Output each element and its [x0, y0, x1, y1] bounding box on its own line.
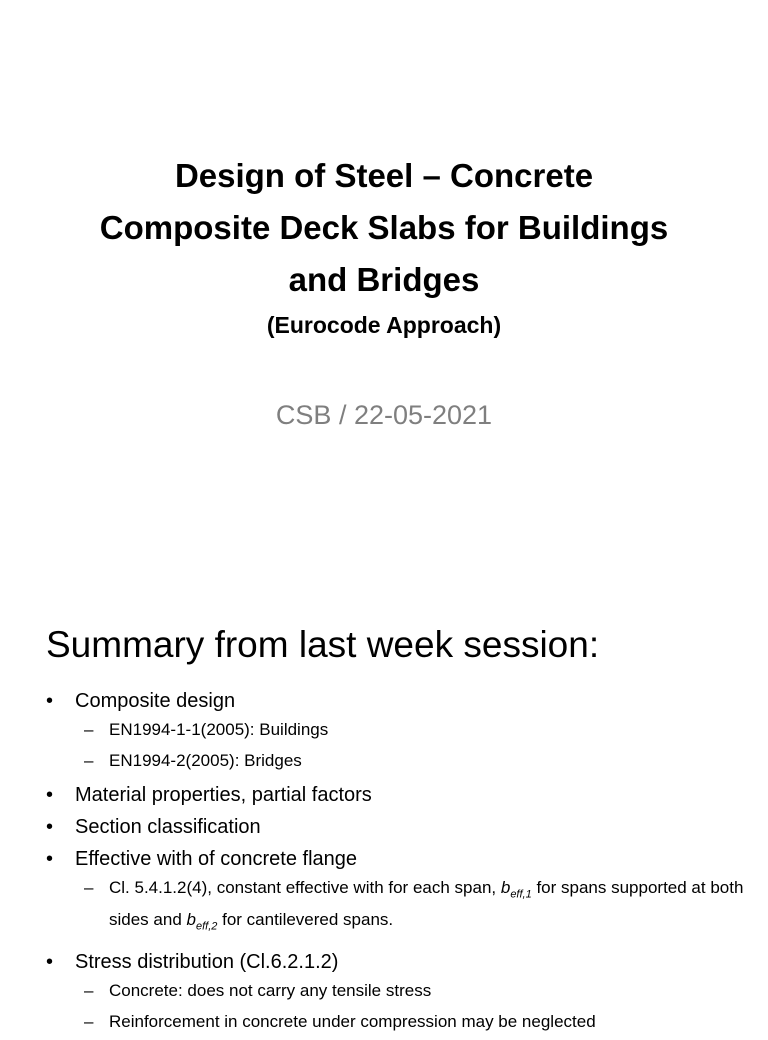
sub-bullet-text: Concrete: does not carry any tensile stress: [109, 980, 432, 1000]
title-line-1: Design of Steel – Concrete: [174, 157, 594, 194]
title-line-2: Composite Deck Slabs for Buildings: [99, 209, 669, 246]
variable-subscript: eff,2: [195, 920, 218, 933]
variable-subscript: eff,1: [510, 888, 532, 901]
sub-bullet-item: [46, 978, 746, 1003]
title-subtitle: (Eurocode Approach): [266, 312, 502, 338]
bullet-text: Stress distribution (Cl.6.2.1.2): [75, 950, 339, 973]
bullet-icon: •: [46, 816, 54, 838]
bullet-text: Effective with of concrete flange: [75, 848, 358, 870]
bullet-item: [46, 843, 746, 875]
title-line-3: and Bridges: [288, 261, 480, 298]
bullet-icon: •: [46, 950, 54, 973]
sub-bullet-item: [46, 1009, 746, 1034]
bullet-icon: •: [46, 848, 54, 870]
slide-title: [40, 150, 728, 342]
sub-bullet-item: [46, 717, 746, 742]
sub-bullet-text-part: for spans supported at both sides and: [109, 878, 744, 930]
bullet-item: [46, 811, 746, 843]
sub-bullet-text: Reinforcement in concrete under compression may be neglected: [109, 1011, 596, 1031]
summary-slide: [0, 588, 768, 1031]
bullet-text: Material properties, partial factors: [75, 784, 372, 806]
variable-base: b: [500, 878, 511, 897]
bullet-item: [46, 685, 746, 717]
dash-icon: –: [84, 720, 94, 739]
sub-bullet-text: EN1994-1-1(2005): Buildings: [109, 720, 329, 739]
beff1-variable: [500, 878, 532, 901]
sub-bullet-text-part: for cantilevered spans.: [217, 910, 394, 930]
author-date: CSB / 22-05-2021: [275, 400, 493, 430]
bullet-text: Composite design: [75, 690, 236, 712]
dash-icon: –: [84, 878, 94, 897]
sub-bullet-text-part: Cl. 5.4.1.2(4), constant effective with for each span,: [109, 878, 501, 897]
bullet-item: [46, 779, 746, 811]
bullet-list: [46, 685, 746, 1040]
bullet-item: [46, 946, 746, 978]
summary-title: Summary from last week session:: [46, 624, 600, 665]
dash-icon: –: [84, 1011, 94, 1031]
bullet-icon: •: [46, 784, 54, 806]
variable-base: b: [186, 910, 196, 930]
sub-bullet-item: [46, 875, 746, 940]
sub-bullet-text: EN1994-2(2005): Bridges: [109, 751, 302, 770]
dash-icon: –: [84, 751, 94, 770]
beff2-variable: [186, 910, 218, 933]
bullet-icon: •: [46, 690, 54, 712]
dash-icon: –: [84, 980, 94, 1000]
sub-bullet-item: [46, 748, 746, 773]
bullet-text: Section classification: [75, 816, 261, 838]
